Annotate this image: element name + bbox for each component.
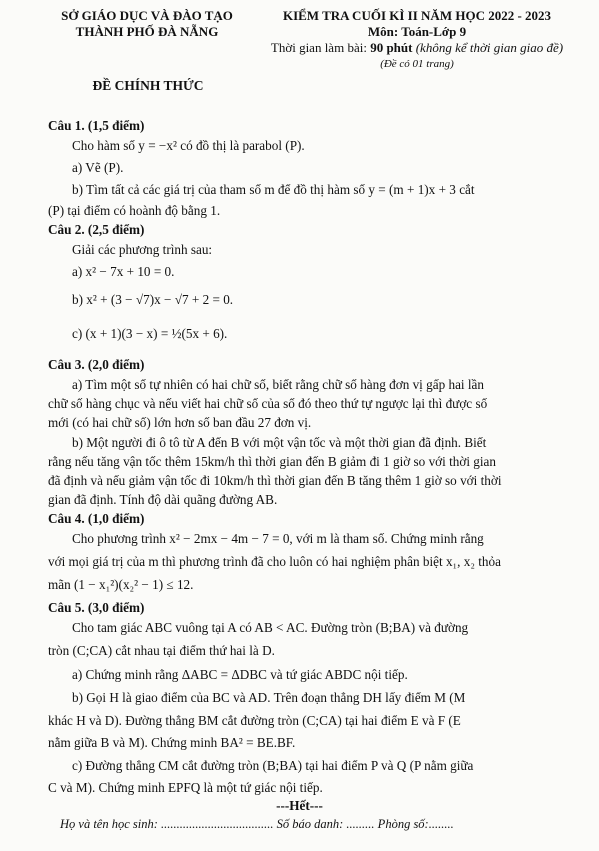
city-name: THÀNH PHỐ ĐÀ NẴNG <box>75 24 219 39</box>
header-right <box>262 8 572 72</box>
page-count: (Đề có 01 trang) <box>380 58 454 70</box>
q2-text: Giải các phương trình sau: <box>72 242 213 257</box>
q3-a-line3: mới (có hai chữ số) lớn hơn số ban đầu 27 đơn vị. <box>48 415 312 430</box>
department-name: SỞ GIÁO DỤC VÀ ĐÀO TẠO <box>61 8 233 23</box>
header-left <box>52 8 242 40</box>
q5-b-line1: b) Gọi H là giao điểm của BC và AD. Trên đoạn thẳng DH lấy điểm M (M <box>72 690 466 705</box>
q5-line1: Cho tam giác ABC vuông tại A có AB < AC. Đường tròn (B;BA) và đường <box>72 620 469 635</box>
q4-line2: với mọi giá trị của m thì phương trình đã cho luôn có hai nghiệm phân biệt x₁, x₂ thỏa <box>48 554 501 569</box>
q1-part-b-line2: (P) tại điểm có hoành độ bằng 1. <box>48 203 221 218</box>
q3-b-line4: gian đã định. Tính độ dài quãng đường AB. <box>48 492 278 507</box>
q1-part-a: a) Vẽ (P). <box>72 160 124 175</box>
q3-a-line2: chữ số hàng chục và nếu viết hai chữ số của số đó theo thứ tự ngược lại thì được số <box>48 396 488 411</box>
q3-b-line2: rằng nếu tăng vận tốc thêm 15km/h thì thời gian đến B giảm đi 1 giờ so với thời gian <box>48 454 497 469</box>
q3-b-line3: đã định và nếu giảm vận tốc đi 10km/h thì thời gian đến B tăng thêm 1 giờ so với thời <box>48 473 502 488</box>
q5-c-line2: C và M). Chứng minh EPFQ là một tứ giác nội tiếp. <box>48 780 323 795</box>
q5-line2: tròn (C;CA) cắt nhau tại điểm thứ hai là D. <box>48 643 275 658</box>
q5-part-a: a) Chứng minh rằng ΔABC = ΔDBC và tứ giác ABDC nội tiếp. <box>72 667 408 682</box>
q2-part-c: c) (x + 1)(3 − x) = ½(5x + 6). <box>72 326 228 341</box>
q5-c-line1: c) Đường thẳng CM cắt đường tròn (B;BA) tại hai điểm P và Q (P nằm giữa <box>72 758 474 773</box>
q2-title: Câu 2. (2,5 điểm) <box>48 222 145 237</box>
q4-title: Câu 4. (1,0 điểm) <box>48 511 145 526</box>
q2-part-b: b) x² + (3 − √7)x − √7 + 2 = 0. <box>72 292 234 307</box>
q5-b-line3: nằm giữa B và M). Chứng minh BA² = BE.BF. <box>48 735 296 750</box>
q1-part-b-line1: b) Tìm tất cả các giá trị của tham số m để đồ thị hàm số y = (m + 1)x + 3 cắt <box>72 182 475 197</box>
time-value: 90 phút <box>370 40 413 55</box>
subject: Môn: Toán-Lớp 9 <box>367 24 467 39</box>
time-note: (không kể thời gian giao đề) <box>412 40 564 55</box>
time-line <box>262 40 572 56</box>
q2-part-a: a) x² − 7x + 10 = 0. <box>72 264 175 279</box>
time-prefix: Thời gian làm bài: <box>270 40 371 55</box>
end-marker: ---Hết--- <box>276 798 323 813</box>
q3-title: Câu 3. (2,0 điểm) <box>48 357 145 372</box>
q5-title: Câu 5. (3,0 điểm) <box>48 600 145 615</box>
student-info-footer: Họ và tên học sinh: .................................... Số báo danh: ......... Phòng số:........ <box>60 817 454 831</box>
official-label: ĐỀ CHÍNH THỨC <box>92 78 204 93</box>
q1-text: Cho hàm số y = −x² có đồ thị là parabol (P). <box>72 138 305 153</box>
q1-title: Câu 1. (1,5 điểm) <box>48 118 145 133</box>
q3-a-line1: a) Tìm một số tự nhiên có hai chữ số, biết rằng chữ số hàng đơn vị gấp hai lần <box>72 377 484 392</box>
q4-line3: mãn (1 − x₁²)(x₂² − 1) ≤ 12. <box>48 577 194 592</box>
q5-b-line2: khác H và D). Đường thẳng BM cắt đường tròn (C;CA) tại hai điểm E và F (E <box>48 713 461 728</box>
exam-title: KIỂM TRA CUỐI KÌ II NĂM HỌC 2022 - 2023 <box>282 8 552 23</box>
q3-b-line1: b) Một người đi ô tô từ A đến B với một vận tốc và một thời gian đã định. Biết <box>72 435 487 450</box>
q4-line1: Cho phương trình x² − 2mx − 4m − 7 = 0, với m là tham số. Chứng minh rằng <box>72 531 484 546</box>
